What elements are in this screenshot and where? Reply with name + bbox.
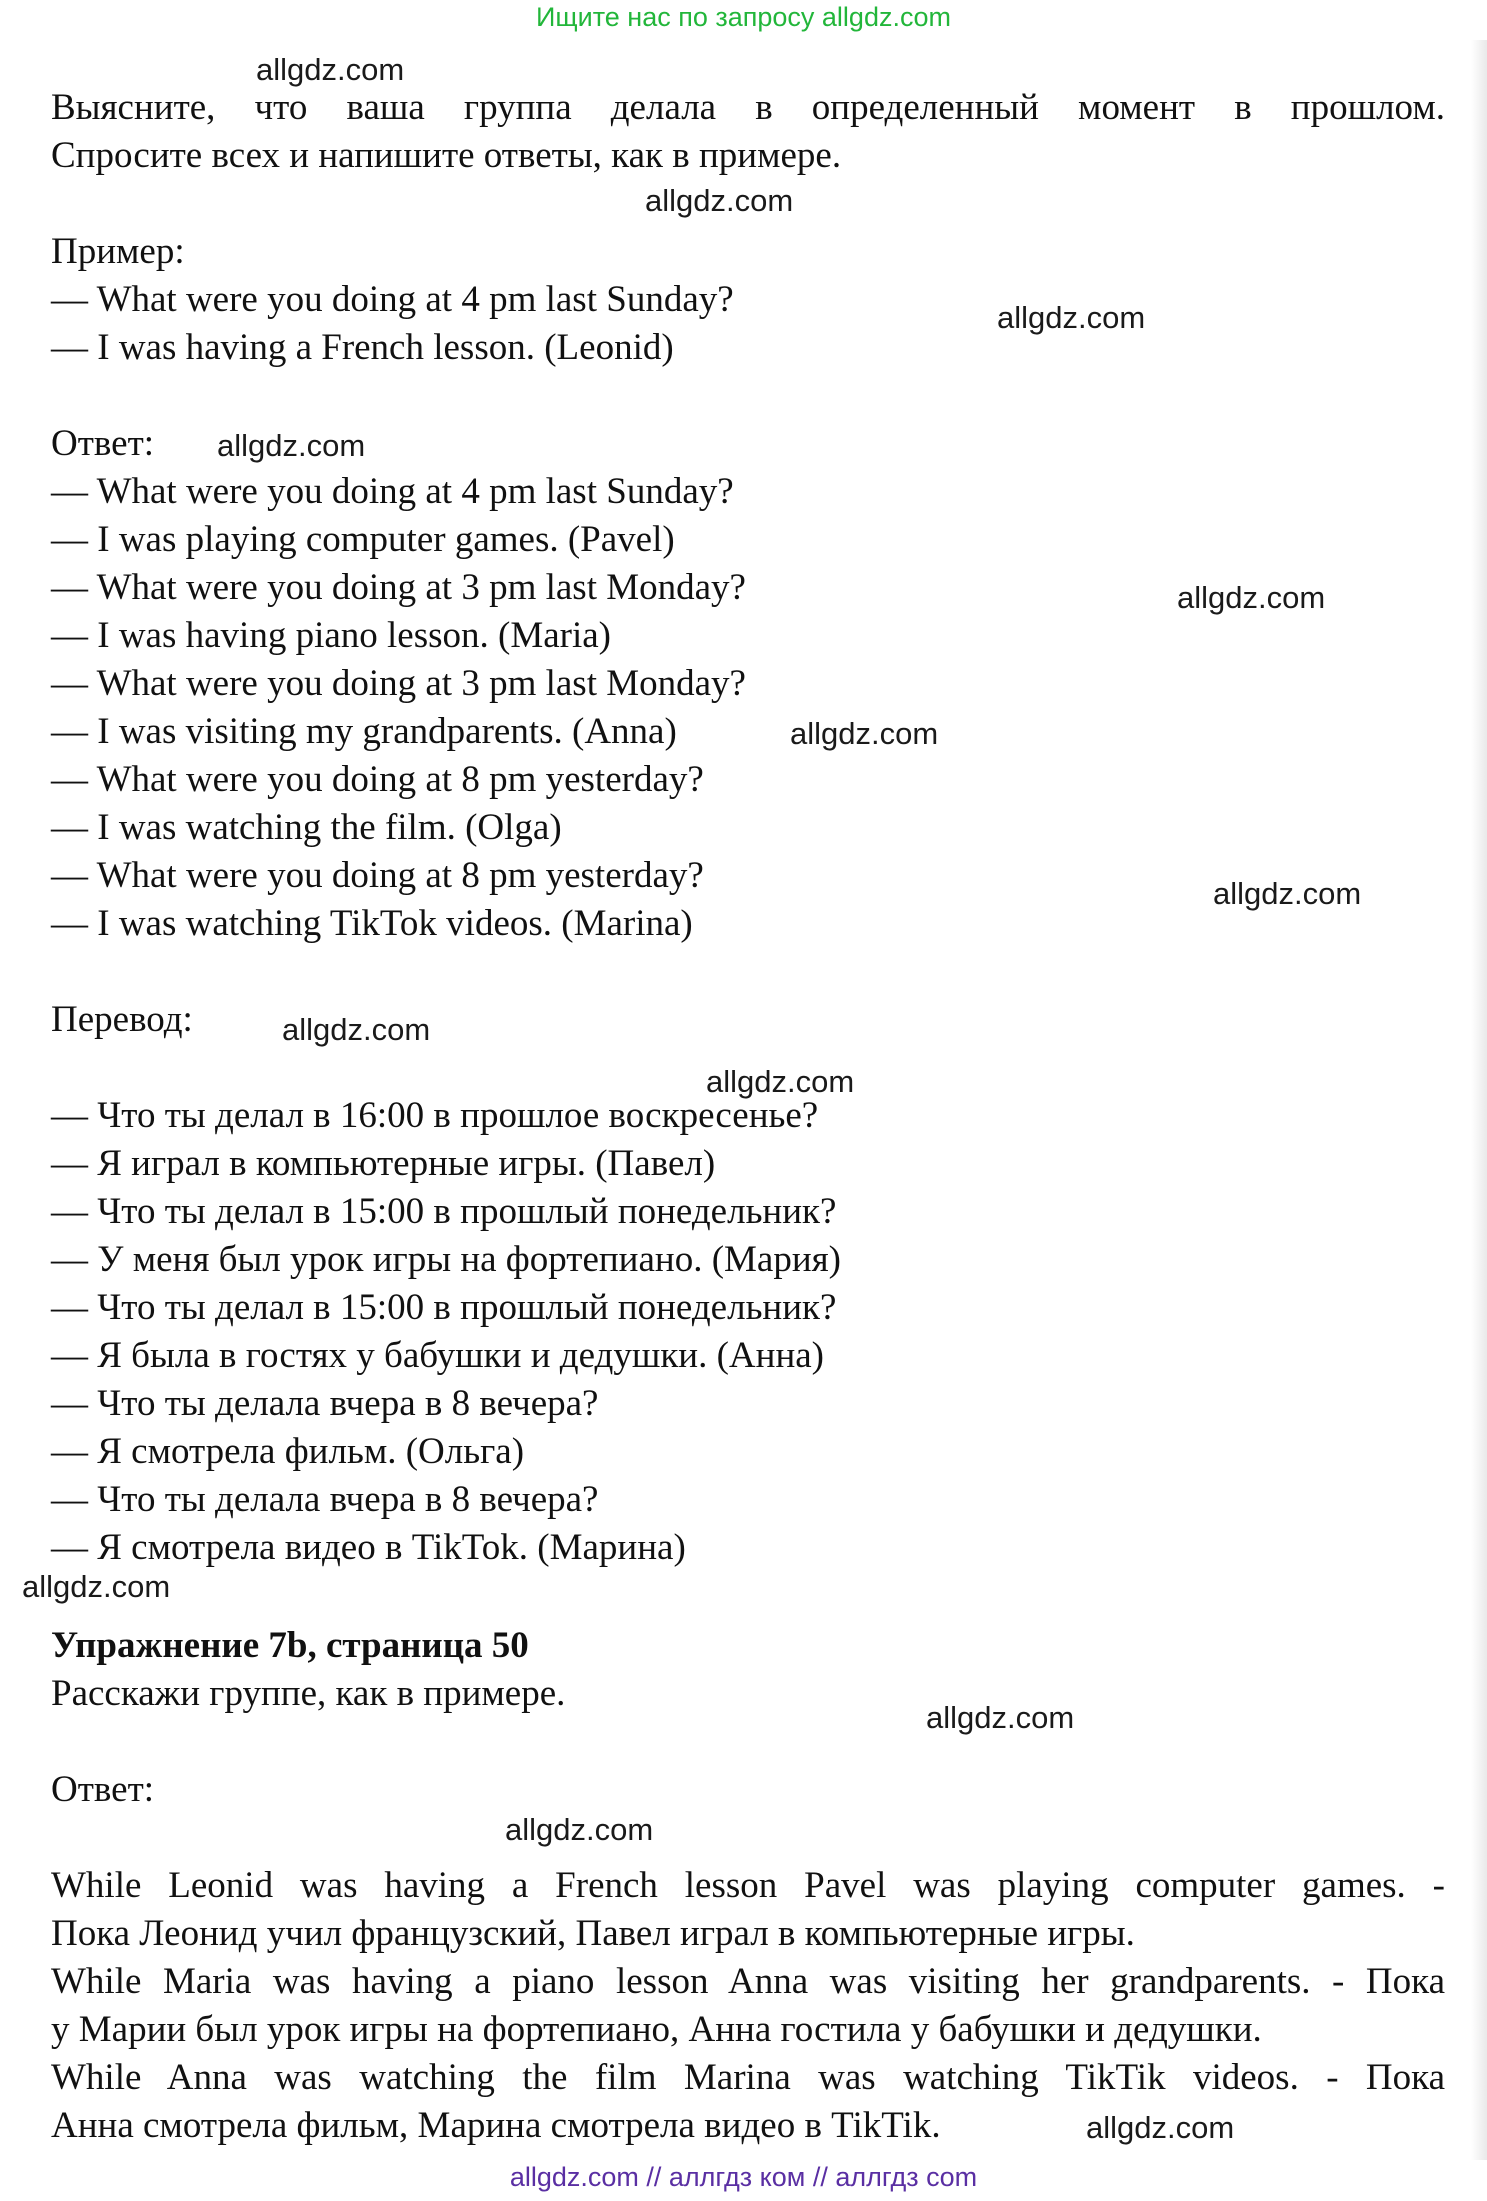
footer-links[interactable]: allgdz.com // аллгдз ком // аллгдз com	[509, 2162, 978, 2192]
watermark: allgdz.com	[926, 1700, 1075, 1735]
dialogue-line: — What were you doing at 4 pm last Sunday?	[51, 279, 734, 320]
translation-label-block	[51, 996, 1445, 1044]
answer-paragraph-line: While Maria was having a piano lesson Anna was visiting her grandparents. - Пока	[51, 1961, 1445, 2002]
translation-line: — Я была в гостях у бабушки и дедушки. (Анна)	[51, 1335, 824, 1376]
watermark: allgdz.com	[22, 1569, 171, 1604]
translation-line: — Что ты делала вчера в 8 вечера?	[51, 1383, 599, 1424]
translation-line: — Что ты делал в 15:00 в прошлый понедельник?	[51, 1287, 837, 1328]
answer-paragraph-line: Пока Леонид учил французский, Павел играл в компьютерные игры.	[51, 1913, 1135, 1954]
dialogue-line: — What were you doing at 3 pm last Monday?	[51, 663, 746, 704]
watermark: allgdz.com	[1177, 580, 1326, 615]
answer-paragraph-line: Анна смотрела фильм, Марина смотрела видео в TikTik.	[51, 2105, 941, 2146]
watermark: allgdz.com	[256, 52, 405, 87]
example-block	[51, 228, 1445, 372]
exercise-answer-block	[51, 1862, 1445, 2150]
section-label: Ответ:	[51, 1769, 155, 1810]
instruction-line: Выясните, что ваша группа делала в определенный момент в прошлом.	[51, 87, 1445, 128]
dialogue-line: — What were you doing at 8 pm yesterday?	[51, 855, 704, 896]
answer-paragraph-line: While Anna was watching the film Marina was watching TikTik videos. - Пока	[51, 2057, 1445, 2098]
section-label: Перевод:	[51, 999, 193, 1040]
watermark: allgdz.com	[790, 716, 939, 751]
watermark: allgdz.com	[997, 300, 1146, 335]
translation-line: — Что ты делал в 15:00 в прошлый понедельник?	[51, 1191, 837, 1232]
exercise-instruction: Расскажи группе, как в примере.	[51, 1673, 566, 1714]
answer-block	[51, 420, 1445, 948]
dialogue-line: — I was visiting my grandparents. (Anna)	[51, 711, 677, 752]
answer-paragraph-line: у Марии был урок игры на фортепиано, Анна гостила у бабушки и дедушки.	[51, 2009, 1262, 2050]
task-instruction	[51, 84, 1445, 180]
translation-line: — У меня был урок игры на фортепиано. (Мария)	[51, 1239, 841, 1280]
dialogue-line: — I was playing computer games. (Pavel)	[51, 519, 675, 560]
top-banner[interactable]: Ищите нас по запросу allgdz.com	[536, 2, 951, 32]
watermark: allgdz.com	[645, 183, 794, 218]
dialogue-line: — I was watching the film. (Olga)	[51, 807, 562, 848]
translation-line: — Я играл в компьютерные игры. (Павел)	[51, 1143, 716, 1184]
dialogue-line: — I was having a French lesson. (Leonid)	[51, 327, 674, 368]
watermark: allgdz.com	[282, 1012, 431, 1047]
answer-paragraph-line: While Leonid was having a French lesson Pavel was playing computer games. -	[51, 1865, 1445, 1906]
instruction-line: Спросите всех и напишите ответы, как в примере.	[51, 135, 842, 176]
translation-line: — Я смотрела фильм. (Ольга)	[51, 1431, 525, 1472]
dialogue-line: — What were you doing at 4 pm last Sunday?	[51, 471, 734, 512]
watermark: allgdz.com	[217, 428, 366, 463]
translation-line: — Что ты делал в 16:00 в прошлое воскресенье?	[51, 1095, 819, 1136]
section-label: Пример:	[51, 231, 185, 272]
page-edge-shadow	[1471, 40, 1487, 2160]
exercise-heading: Упражнение 7b, страница 50	[51, 1625, 529, 1666]
translation-line: — Что ты делала вчера в 8 вечера?	[51, 1479, 599, 1520]
exercise-header-block	[51, 1622, 1445, 1718]
dialogue-line: — I was watching TikTok videos. (Marina)	[51, 903, 693, 944]
translation-line: — Я смотрела видео в TikTok. (Марина)	[51, 1527, 686, 1568]
translation-block	[51, 1092, 1445, 1572]
watermark: allgdz.com	[505, 1812, 654, 1847]
dialogue-line: — What were you doing at 8 pm yesterday?	[51, 759, 704, 800]
dialogue-line: — I was having piano lesson. (Maria)	[51, 615, 612, 656]
exercise-answer-label-block	[51, 1766, 1445, 1814]
watermark: allgdz.com	[1213, 876, 1362, 911]
section-label: Ответ:	[51, 423, 155, 464]
watermark: allgdz.com	[1086, 2110, 1235, 2145]
watermark: allgdz.com	[706, 1064, 855, 1099]
dialogue-line: — What were you doing at 3 pm last Monday?	[51, 567, 746, 608]
